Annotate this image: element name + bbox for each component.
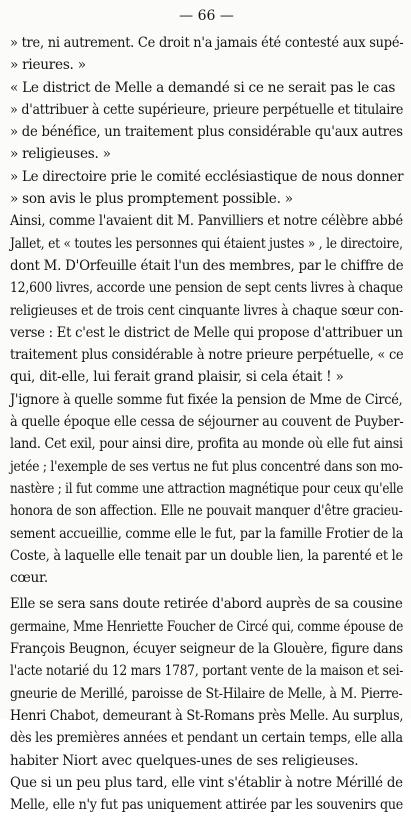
- text-line: Ainsi, comme l'avaient dit M. Panvilliers et notre célèbre abbé: [10, 213, 403, 230]
- text-line: habiter Niort avec quelques-unes de ses religieuses.: [10, 752, 359, 769]
- text-line: à quelle époque elle cessa de séjourner au couvent de Puyber-: [10, 414, 404, 431]
- text-line: gneurie de Merillé, paroisse de St-Hilaire de Melle, à M. Pierre-: [10, 685, 403, 702]
- text-line: dont M. D'Orfeuille était l'un des membres, par le chiffre de: [10, 257, 404, 274]
- text-line: Elle se sera sans doute retirée d'abord auprès de sa cousine: [10, 596, 403, 613]
- text-line: dès les premières années et pendant un certain temps, elle alla: [10, 730, 403, 747]
- paragraph-1: [10, 32, 403, 210]
- paragraph-3: [10, 389, 403, 590]
- text-line: « Le district de Melle a demandé si ce ne serait pas le cas: [10, 79, 396, 96]
- paragraph-2: [10, 210, 403, 388]
- text-line: » d'attribuer à cette supérieure, prieure perpétuelle et titulaire: [10, 101, 404, 118]
- text-line: » Le directoire prie le comité ecclésiastique de nous donner: [10, 168, 404, 185]
- paragraph-5: [10, 772, 403, 816]
- page-number: — 66 —: [179, 8, 234, 24]
- text-line: » rieures. »: [10, 57, 86, 74]
- text-line: qui, dit-elle, lui ferait grand plaisir, si cela était ! »: [10, 369, 344, 386]
- text-line: verse : Et c'est le district de Melle qui propose d'attribuer un: [10, 324, 403, 341]
- paragraph-4: [10, 593, 403, 771]
- text-line: land. Cet exil, pour ainsi dire, profita au monde où elle fut ainsi: [10, 436, 403, 453]
- text-line: nastère ; il fut comme une attraction magnétique pour ceux qu'elle: [10, 480, 404, 497]
- text-line: Melle, elle n'y fut pas uniquement attirée par les souvenirs que: [10, 797, 404, 814]
- text-line: » tre, ni autrement. Ce droit n'a jamais été contesté aux supé-: [10, 35, 404, 51]
- text-line: honora de son affection. Elle ne pouvait manquer d'être gracieu-: [10, 503, 403, 520]
- text-line: 12,600 livres, accorde une pension de sept cents livres à chaque: [10, 280, 403, 297]
- text-line: germaine, Mme Henriette Foucher de Circé qui, comme épouse de: [10, 618, 404, 635]
- text-line: l'acte notarié du 12 mars 1787, portant vente de la maison et sei-: [10, 663, 404, 680]
- text-line: jetée ; l'exemple de ses vertus ne fut plus concentré dans son mo-: [10, 458, 403, 475]
- text-line: » de bénéfice, un traitement plus considérable qu'aux autres: [10, 124, 403, 141]
- text-line: François Beugnon, écuyer seigneur de la Glouère, figure dans: [10, 641, 403, 658]
- text-line: cœur.: [10, 570, 48, 587]
- text-line: Henri Chabot, demeurant à St-Romans près Melle. Au surplus,: [10, 707, 404, 724]
- text-line: Jallet, et « toutes les personnes qui étaient justes » , le directoire,: [10, 235, 403, 252]
- text-line: J'ignore à quelle somme fut fixée la pension de Mme de Circé,: [10, 391, 403, 408]
- text-line: religieuses et de trois cent cinquante livres à chaque sœur con-: [10, 302, 404, 319]
- text-line: traitement plus considérable à notre prieure perpétuelle, « ce: [10, 347, 404, 364]
- text-line: » religieuses. »: [10, 146, 111, 163]
- text-line: Que si un peu plus tard, elle vint s'établir à notre Mérillé de: [10, 774, 403, 791]
- text-line: sement accueillie, comme elle le fut, par la famille Frotier de la: [10, 525, 404, 542]
- text-line: Coste, à laquelle elle tenait par un double lien, la parenté et le: [10, 547, 403, 564]
- text-line: » son avis le plus promptement possible. »: [10, 191, 293, 208]
